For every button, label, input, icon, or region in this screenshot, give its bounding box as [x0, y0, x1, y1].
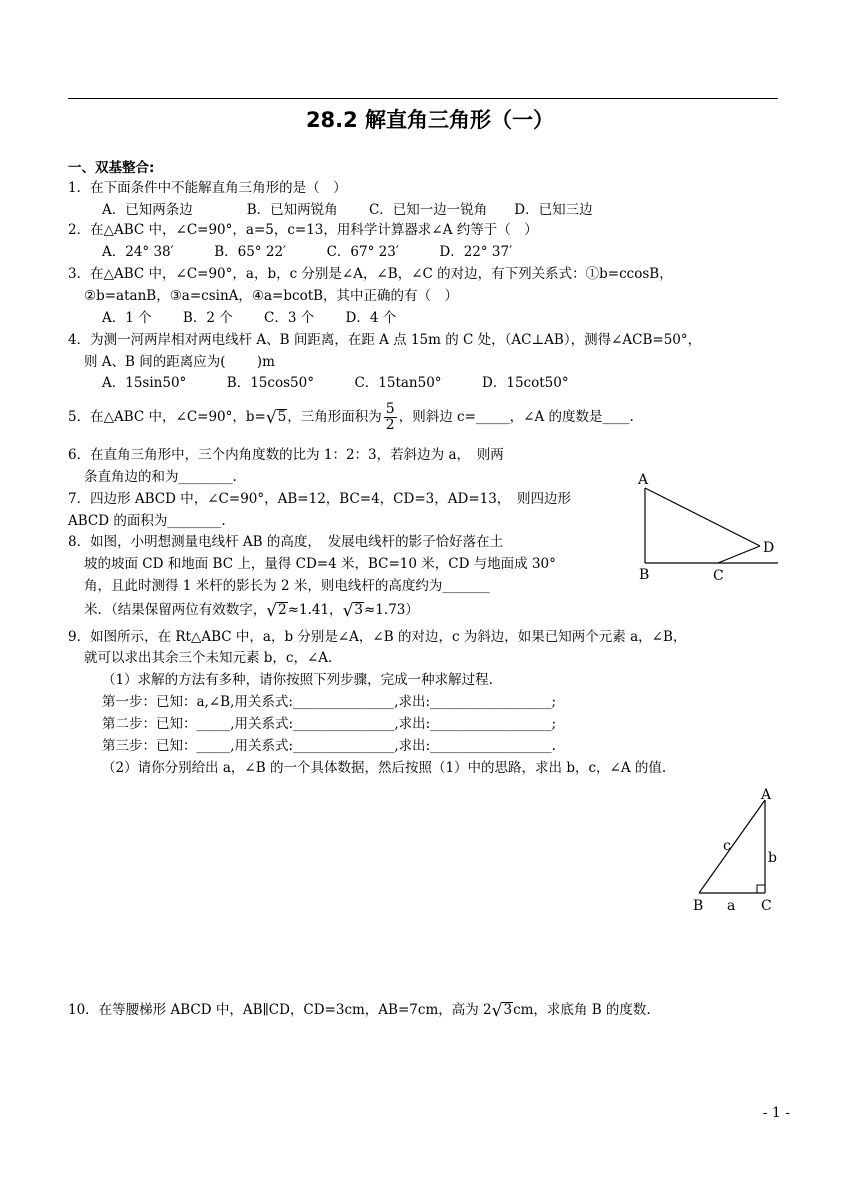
- header-rule: [68, 98, 778, 99]
- page-title: 28.2 解直角三角形（一）: [305, 108, 555, 132]
- q7-line2: ABCD 的面积为________.: [68, 513, 226, 529]
- q7-line1: 7．四边形 ABCD 中，∠C=90°，AB=12，BC=4，CD=3，AD=13， 则四边形: [68, 491, 572, 507]
- q9-line1: 9．如图所示，在 Rt△ABC 中，a，b 分别是∠A，∠B 的对边，c 为斜边，如果已知两个元素 a，∠B，: [68, 629, 687, 645]
- fig1-label-d: D: [763, 540, 775, 556]
- q5: [68, 402, 634, 433]
- fraction-area: [384, 402, 397, 433]
- q5-part2: ，三角形面积为: [287, 409, 382, 425]
- fig2-label-c: C: [761, 898, 772, 914]
- q8-line4: [84, 600, 419, 621]
- figure-pole-slope: [630, 470, 790, 585]
- sqrt-3-height: √3: [491, 1001, 513, 1021]
- q3-line1: 3．在△ABC 中，∠C=90°，a，b，c 分别是∠A，∠B，∠C 的对边，有下列关系式：①b=ccosB，: [68, 266, 673, 282]
- q4-options: A．15sin50° B．15cos50° C．15tan50° D．15cot50°: [102, 375, 569, 391]
- q10: [68, 1000, 651, 1021]
- fig1-label-a: A: [638, 472, 649, 488]
- q3-line2: ②b=atanB，③a=csinA，④a=bcotB，其中正确的有（ ）: [84, 288, 459, 304]
- q9-line2: 就可以求出其余三个未知元素 b，c，∠A．: [84, 650, 342, 666]
- q5-area-denominator: 2: [385, 417, 395, 433]
- q8-line4a: 米．（结果保留两位有效数字，: [84, 602, 267, 618]
- q1-stem: 1．在下面条件中不能解直角三角形的是（ ）: [68, 180, 347, 196]
- q8-line3: 角，且此时测得 1 米杆的影长为 2 米，则电线杆的高度约为_______: [84, 578, 490, 594]
- q9-sub1: （1）求解的方法有多种，请你按照下列步骤，完成一种求解过程.: [102, 672, 493, 688]
- q3-options: A．1 个 B．2 个 C．3 个 D．4 个: [102, 310, 397, 326]
- q8-line4b: ≈1.41，: [287, 602, 343, 618]
- q8-sqrt3-value: 3: [354, 602, 363, 618]
- fig2-side-c: c: [723, 838, 731, 854]
- fig2-label-b: B: [693, 898, 704, 914]
- page-number: - 1 -: [762, 1105, 790, 1121]
- q6-line2: 条直角边的和为________.: [84, 469, 237, 485]
- q8-line4c: ≈1.73）: [364, 602, 419, 618]
- fig1-label-b: B: [639, 567, 650, 583]
- q6-line1: 6．在直角三角形中，三个内角度数的比为 1：2：3，若斜边为 a， 则两: [68, 447, 504, 463]
- q8-line1: 8．如图，小明想测量电线杆 AB 的高度， 发展电线杆的影子恰好落在土: [68, 534, 504, 550]
- q5-area-numerator: 5: [385, 401, 395, 417]
- q5-sqrt-value: 5: [277, 409, 287, 425]
- q8-sqrt2-value: 2: [278, 602, 287, 618]
- fig2-side-b: b: [768, 850, 777, 866]
- q8-line2: 坡的坡面 CD 和地面 BC 上，量得 CD=4 米，BC=10 米，CD 与地面成 30°: [84, 556, 556, 572]
- q9-step1: 第一步：已知：a,∠B,用关系式:_______________,求出:__________________;: [102, 694, 557, 710]
- q5-part3: ，则斜边 c=_____，∠A 的度数是____.: [398, 409, 634, 425]
- q9-step2: 第二步：已知：_____,用关系式:_______________,求出:__________________;: [102, 716, 557, 732]
- q2-options: A．24° 38′ B．65° 22′ C．67° 23′ D．22° 37′: [102, 244, 513, 260]
- q9-sub2: （2）请你分别给出 a，∠B 的一个具体数据，然后按照（1）中的思路，求出 b，c，∠A 的值.: [102, 760, 667, 776]
- q10-part1: 10．在等腰梯形 ABCD 中，AB∥CD，CD=3cm，AB=7cm，高为 2: [68, 1002, 492, 1018]
- q10-part2: cm，求底角 B 的度数.: [513, 1002, 651, 1018]
- fig2-side-a: a: [727, 898, 736, 914]
- fig2-label-a: A: [761, 787, 772, 803]
- figure-right-triangle: [685, 782, 785, 917]
- q1-options: A．已知两条边 B．已知两锐角 C．已知一边一锐角 D．已知三边: [102, 202, 593, 218]
- sqrt-5: √5: [265, 408, 287, 428]
- q4-line2: 则 A、B 间的距离应为( )m: [84, 354, 275, 370]
- q4-line1: 4．为测一河两岸相对两电线杆 A、B 间距离，在距 A 点 15m 的 C 处，（AC⊥AB），测得∠ACB=50°，: [68, 332, 702, 348]
- sqrt-3: √3: [342, 601, 363, 621]
- fig1-label-c: C: [713, 568, 724, 584]
- sqrt-2: √2: [266, 601, 287, 621]
- section-heading: 一、双基整合:: [68, 160, 155, 176]
- q5-part1: 5．在△ABC 中，∠C=90°，b=: [68, 409, 266, 425]
- q2-stem: 2．在△ABC 中，∠C=90°，a=5，c=13，用科学计算器求∠A 约等于（ ）: [68, 222, 538, 238]
- q10-sqrt-value: 3: [503, 1002, 513, 1018]
- q9-step3: 第三步：已知：_____,用关系式:_______________,求出:__________________.: [102, 738, 556, 754]
